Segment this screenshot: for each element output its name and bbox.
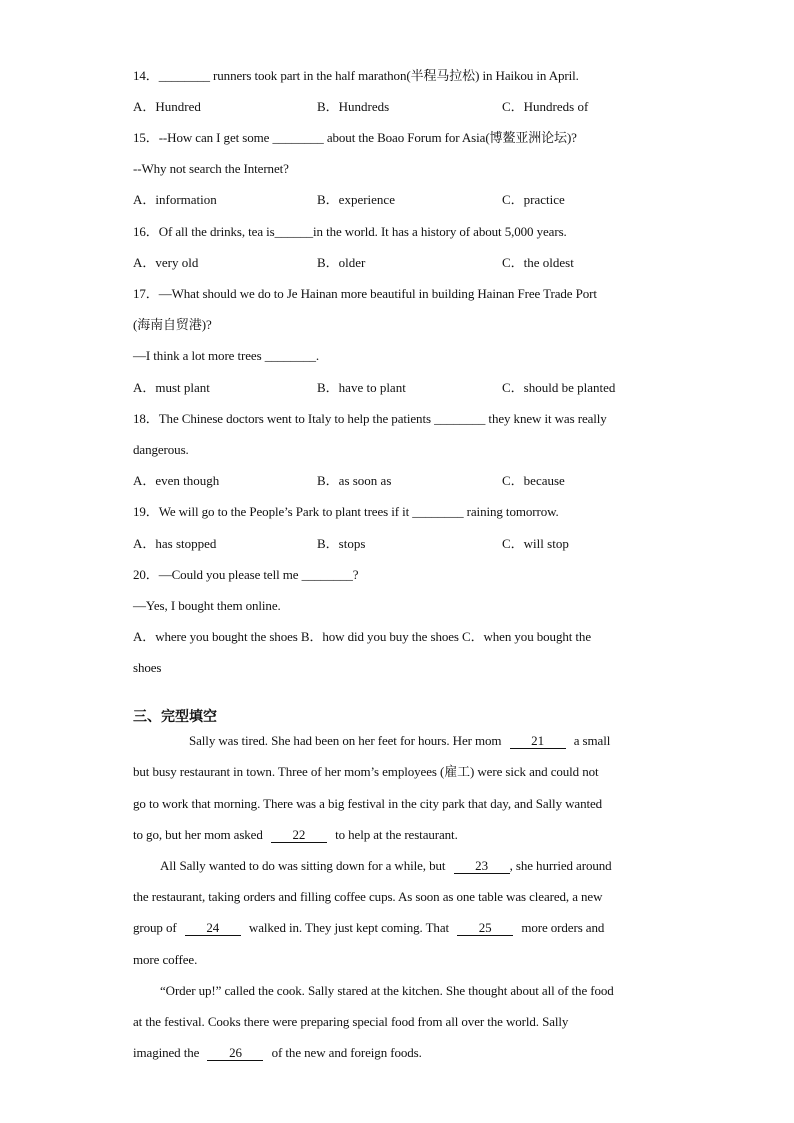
passage-text: imagined the	[133, 1045, 200, 1060]
question-16-option-b: B．older	[317, 255, 366, 270]
question-18-stem: 18．The Chinese doctors went to Italy to help the patients ________ they knew it was really	[133, 411, 607, 426]
passage-p3-line2: at the festival. Cooks there were preparing special food from all over the world. Sally	[133, 1014, 569, 1029]
blank-22: 22	[271, 828, 327, 843]
question-14-option-a: A．Hundred	[133, 99, 201, 114]
question-15-reply: --Why not search the Internet?	[133, 161, 289, 176]
passage-p1-line1	[189, 733, 610, 749]
question-20-stem: 20．—Could you please tell me ________?	[133, 567, 359, 582]
passage-p1-line4	[133, 827, 458, 843]
passage-p1-line2: but busy restaurant in town. Three of her mom’s employees (雇工) were sick and could not	[133, 764, 599, 779]
question-17-option-a: A．must plant	[133, 380, 210, 395]
passage-p1-line3: go to work that morning. There was a big festival in the city park that day, and Sally wanted	[133, 796, 603, 811]
question-17-stem: 17．—What should we do to Je Hainan more beautiful in building Hainan Free Trade Port	[133, 286, 597, 301]
passage-text: more orders and	[521, 920, 605, 935]
passage-p2-line3	[133, 920, 604, 936]
blank-26: 26	[207, 1046, 263, 1061]
passage-p2-line1	[160, 858, 612, 874]
passage-text: a small	[573, 733, 611, 748]
question-19-option-b: B．stops	[317, 536, 366, 551]
passage-p2-line2: the restaurant, taking orders and filling coffee cups. As soon as one table was cleared, a new	[133, 889, 603, 904]
passage-p3-line3	[133, 1045, 422, 1061]
passage-text: group of	[133, 920, 177, 935]
passage-p3-line1: “Order up!” called the cook. Sally stared at the kitchen. She thought about all of the food	[160, 983, 614, 998]
question-20-options: A．where you bought the shoes B．how did you buy the shoes C．when you bought the	[133, 629, 591, 644]
question-19-option-c: C．will stop	[502, 536, 569, 551]
question-20-options-wrap: shoes	[133, 660, 162, 675]
question-20-reply: —Yes, I bought them online.	[133, 598, 281, 613]
question-15-option-a: A．information	[133, 192, 217, 207]
question-17-option-b: B．have to plant	[317, 380, 406, 395]
section-heading: 三、完型填空	[133, 709, 217, 725]
question-15-option-c: C．practice	[502, 192, 565, 207]
question-18-stem-cont: dangerous.	[133, 442, 189, 457]
question-14-option-c: C．Hundreds of	[502, 99, 589, 114]
question-17-reply: —I think a lot more trees ________.	[133, 348, 320, 363]
blank-23: 23	[454, 859, 510, 874]
question-18-option-c: C．because	[502, 473, 565, 488]
passage-text: walked in. They just kept coming. That	[248, 920, 449, 935]
question-19-stem: 19．We will go to the People’s Park to plant trees if it ________ raining tomorrow.	[133, 504, 559, 519]
question-14-stem: 14．________ runners took part in the half marathon(半程马拉松) in Haikou in April.	[133, 68, 579, 83]
blank-21: 21	[510, 734, 566, 749]
passage-text: , she hurried around	[509, 858, 612, 873]
question-18-option-a: A．even though	[133, 473, 220, 488]
blank-24: 24	[185, 921, 241, 936]
question-15-stem: 15．--How can I get some ________ about the Boao Forum for Asia(博鳌亚洲论坛)?	[133, 130, 577, 145]
passage-text: to help at the restaurant.	[335, 827, 458, 842]
question-17-stem-cont: (海南自贸港)?	[133, 317, 212, 332]
question-14-option-b: B．Hundreds	[317, 99, 390, 114]
passage-text: of the new and foreign foods.	[271, 1045, 422, 1060]
question-15-option-b: B．experience	[317, 192, 395, 207]
passage-text: to go, but her mom asked	[133, 827, 263, 842]
passage-text: All Sally wanted to do was sitting down for a while, but	[160, 858, 446, 873]
passage-p2-line4: more coffee.	[133, 952, 198, 967]
question-16-option-c: C．the oldest	[502, 255, 574, 270]
question-16-stem: 16．Of all the drinks, tea is______in the world. It has a history of about 5,000 years.	[133, 224, 567, 239]
passage-text: Sally was tired. She had been on her feet for hours. Her mom	[189, 733, 502, 748]
question-18-option-b: B．as soon as	[317, 473, 392, 488]
question-16-option-a: A．very old	[133, 255, 199, 270]
question-19-option-a: A．has stopped	[133, 536, 217, 551]
blank-25: 25	[457, 921, 513, 936]
question-17-option-c: C．should be planted	[502, 380, 616, 395]
